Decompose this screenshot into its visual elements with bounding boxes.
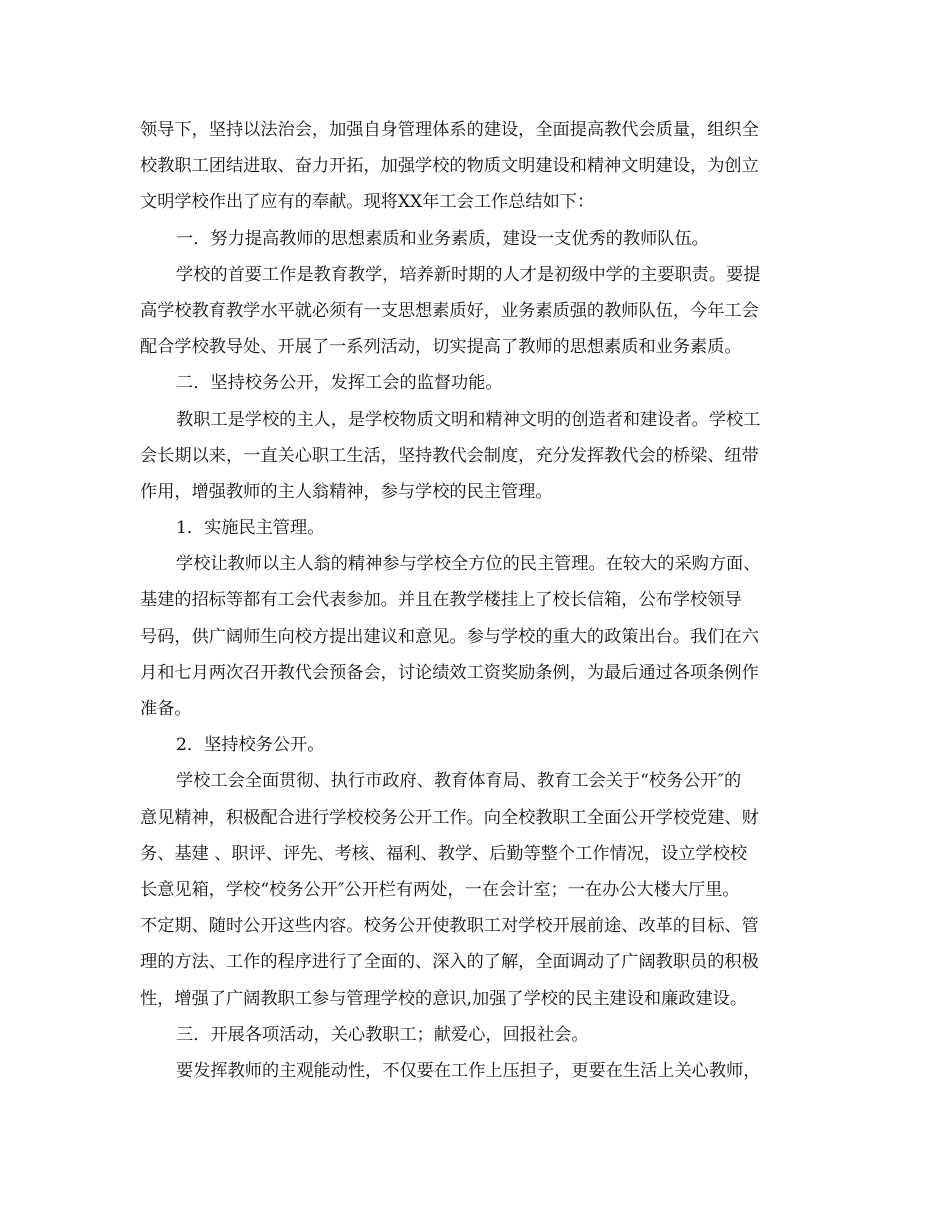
text-line-13: 学校让教师以主人翁的精神参与学校全方位的民主管理。在较大的采购方面、 [176, 554, 761, 575]
text-line-27: 要发挥教师的主观能动性，不仅要在工作上压担子，更要在生活上关心教师， [176, 1060, 761, 1081]
text-line-11: 作用，增强教师的主人翁精神，参与学校的民主管理。 [140, 481, 553, 502]
text-line-2: 校教职工团结进取、奋力开拓，加强学校的物质文明建设和精神文明建设，为创立 [140, 156, 759, 177]
text-line-23: 不定期、随时公开这些内容。校务公开使教职工对学校开展前途、改革的目标、管 [140, 916, 759, 937]
text-line-14: 基建的招标等都有工会代表参加。并且在教学楼挂上了校长信箱，公布学校领导 [140, 590, 742, 611]
subsection-heading-1: 1．实施民主管理。 [176, 518, 325, 539]
text-line-15: 号码，供广阔师生向校方提出建议和意见。参与学校的重大的政策出台。我们在六 [140, 626, 759, 647]
text-line-19: 学校工会全面贯彻、执行市政府、教育体育局、教育工会关于“校务公开″的 [176, 771, 742, 792]
subsection-heading-2: 2．坚持校务公开。 [176, 735, 325, 756]
text-line-16: 月和七月两次召开教代会预备会，讨论绩效工资奖励条例，为最后通过各项条例作 [140, 662, 759, 683]
text-line-20: 意见精神，积极配合进行学校校务公开工作。向全校教职工全面公开学校党建、财 [140, 807, 759, 828]
text-line-25: 性，增强了广阔教职工参与管理学校的意识,加强了学校的民主建设和廉政建设。 [140, 988, 748, 1009]
text-line-17: 准备。 [140, 699, 192, 719]
text-line-21: 务、基建 、职评、评先、考核、福利、教学、后勤等整个工作情况，设立学校校 [140, 843, 748, 864]
section-heading-2: 二．坚持校务公开，发挥工会的监督功能。 [176, 373, 503, 394]
document-body [140, 112, 820, 1089]
text-line-5: 学校的首要工作是教育教学，培养新时期的人才是初级中学的主要职责。要提 [176, 264, 761, 285]
section-heading-1: 一．努力提高教师的思想素质和业务素质，建设一支优秀的教师队伍。 [176, 228, 709, 249]
text-line-10: 会长期以来，一直关心职工生活，坚持教代会制度，充分发挥教代会的桥梁、纽带 [140, 445, 759, 466]
section-heading-3: 三．开展各项活动，关心教职工；献爱心，回报社会。 [176, 1024, 589, 1045]
text-line-24: 理的方法、工作的程序进行了全面的、深入的了解，全面调动了广阔教职员的积极 [140, 952, 759, 973]
text-line-3: 文明学校作出了应有的奉献。现将XX年工会工作总结如下： [140, 192, 595, 213]
text-line-6: 高学校教育教学水平就必须有一支思想素质好，业务素质强的教师队伍，今年工会 [140, 300, 759, 321]
text-line-7: 配合学校教导处、开展了一系列活动，切实提高了教师的思想素质和业务素质。 [140, 337, 742, 358]
text-line-1: 领导下，坚持以法治会，加强自身管理体系的建设，全面提高教代会质量，组织全 [140, 120, 759, 140]
text-line-9: 教职工是学校的主人，是学校物质文明和精神文明的创造者和建设者。学校工 [176, 409, 761, 430]
text-line-22: 长意见箱，学校“校务公开″公开栏有两处，一在会计室；一在办公大楼大厅里。 [140, 879, 740, 900]
